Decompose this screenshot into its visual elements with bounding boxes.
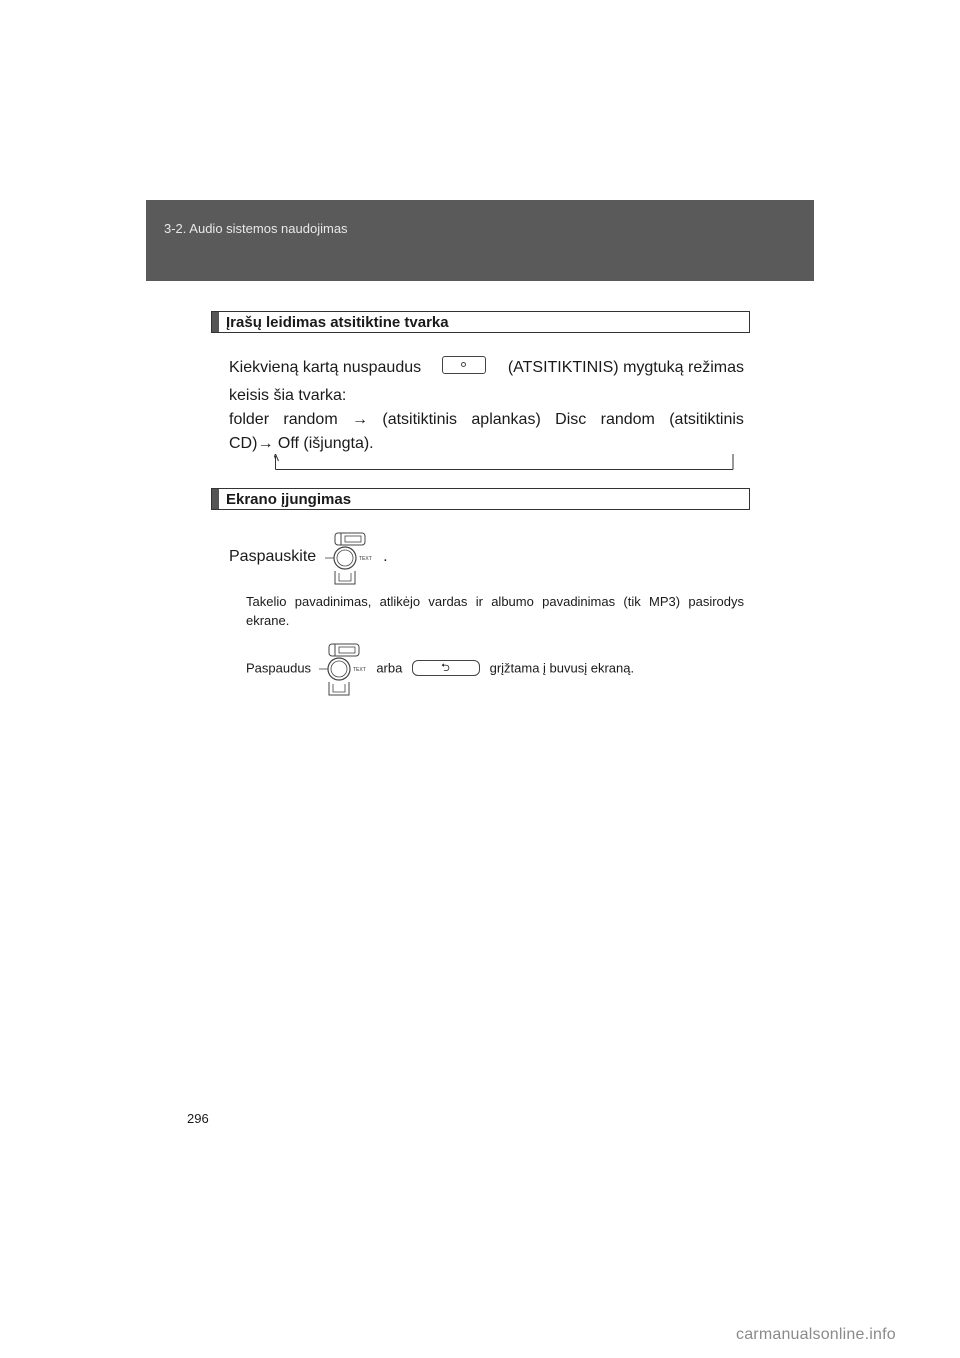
press-paragraph [229,529,744,585]
word: (atsitiktinis [669,411,744,428]
return-arrow-icon: ⮌ [440,662,450,674]
random-button-icon [442,356,486,374]
word: Disc [555,411,587,428]
paragraph-line: keisis šia tvarka: [229,387,347,404]
svg-text:TEXT: TEXT [352,667,366,673]
word: aplankas) [471,411,541,428]
section-breadcrumb: 3-2. Audio sistemos naudojimas [164,221,348,236]
paragraph-line: CD)→ Off (išjungta). [229,435,374,452]
text-span: (ATSITIKTINIS) mygtuką režimas [507,359,744,376]
section-title: Įrašų leidimas atsitiktine tvarka [226,314,449,331]
text-span: Kiekvieną kartą nuspaudus [229,359,422,376]
watermark: carmanualsonline.info [736,1326,896,1343]
section-title: Ekrano įjungimas [226,491,352,508]
page-number: 296 [187,1111,209,1126]
text-span: arba [376,660,403,676]
svg-text:TEXT: TEXT [358,556,372,562]
section-heading-random [211,311,750,333]
header-band [146,200,814,281]
word: random [283,411,338,428]
word: random [600,411,655,428]
paragraph-line [229,356,744,380]
random-paragraph [229,356,744,456]
cycle-arrow-icon [274,454,734,470]
text-span: grįžtama į buvusį ekraną. [489,660,635,676]
note-return [246,640,744,696]
note-track-info: Takelio pavadinimas, atlikėjo vardas ir albumo pavadinimas (tik MP3) pasirodys ekrane. [246,594,744,628]
text-knob-icon [317,640,371,696]
text-span: Paspauskite [229,548,317,565]
dot-icon [461,362,466,367]
text-span: Paspaudus [246,660,312,676]
word: folder [229,411,270,428]
text-span: . [383,548,388,565]
paragraph-line [229,408,744,432]
back-button-icon [412,660,480,676]
section-heading-display [211,488,750,510]
text-knob-icon [323,529,377,585]
word: → [352,411,368,428]
word: (atsitiktinis [382,411,458,428]
